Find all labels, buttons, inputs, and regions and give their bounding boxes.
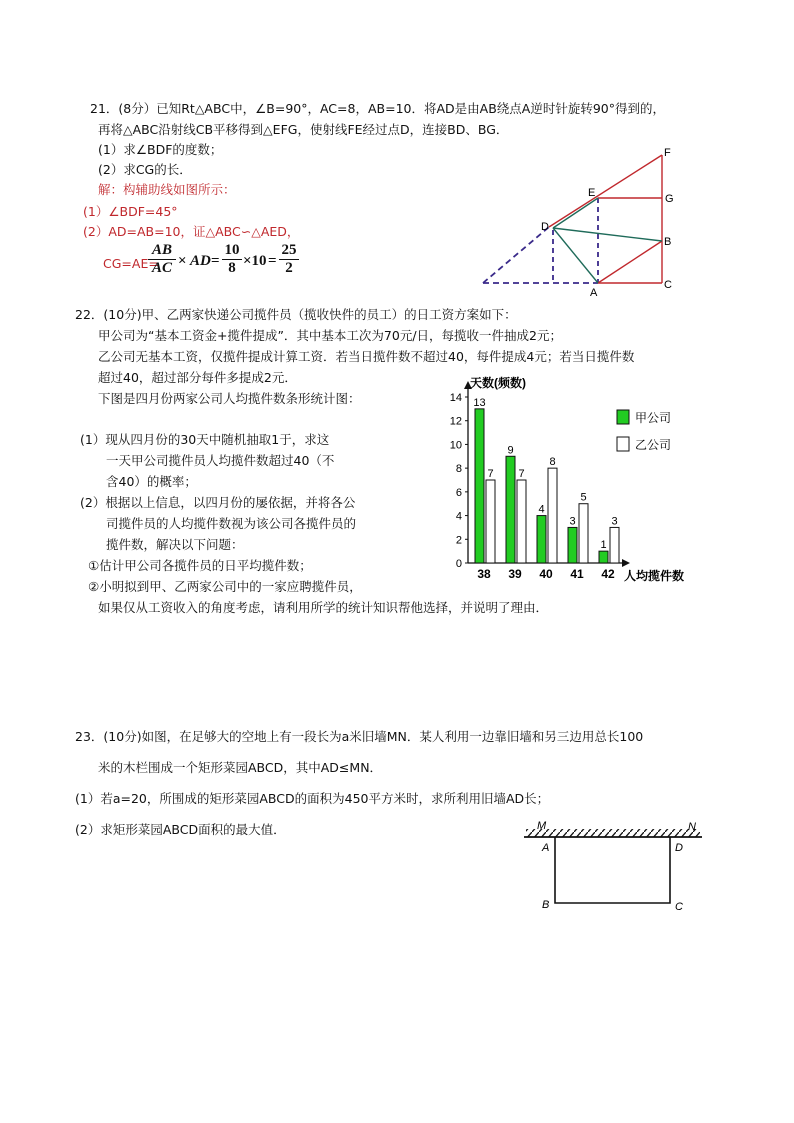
data-label-jia: 13: [473, 396, 486, 409]
bar-jia: [475, 409, 484, 563]
point-label-d: D: [541, 221, 549, 233]
q21-sub1: (1）求∠BDF的度数；: [98, 142, 223, 157]
data-label-jia: 9: [507, 444, 514, 457]
segment-db: [553, 228, 662, 241]
q22-part2-item2-cont: 如果仅从工资收入的角度考虑，请利用所学的统计知识帮他选择，并说明了理由．: [98, 600, 549, 615]
bar-yi: [486, 480, 495, 563]
legend-swatch-yi: [617, 437, 629, 451]
q21-answer1: (1）∠BDF=45°: [83, 204, 178, 219]
point-label-g: G: [665, 193, 674, 205]
point-label-e: E: [588, 187, 596, 199]
fraction-denominator: 8: [222, 259, 242, 277]
y-tick-label: 8: [455, 463, 462, 476]
fraction-numerator: AB: [151, 242, 172, 258]
point-label-n: N: [688, 821, 696, 833]
bar-jia: [506, 456, 515, 563]
q22-part1-line2: 一天甲公司揽件员人均揽件数超过40（不: [106, 453, 335, 468]
segment-de: [553, 198, 598, 228]
cg-prefix: CG=AE=: [103, 256, 159, 271]
data-label-jia: 1: [600, 539, 607, 552]
x-tick-label: 40: [539, 567, 553, 581]
bar-jia: [537, 516, 546, 563]
point-label-a: A: [590, 287, 598, 299]
point-label-b: B: [542, 899, 550, 911]
x-tick-label: 39: [508, 567, 522, 581]
q22-part2-item2: ②小明拟到甲、乙两家公司中的一家应聘揽件员，: [88, 579, 362, 594]
chart-legend: [617, 410, 671, 452]
point-label-b: B: [664, 236, 672, 248]
point-label-m: M: [537, 820, 547, 832]
bar-yi: [579, 504, 588, 563]
q22-line2: 甲公司为“基本工资金+揽件提成”．其中基本工次为70元/日，每揽收一件抽成2元；: [98, 328, 562, 343]
q23-line1: 23．(10分)如图，在足够大的空地上有一段长为a米旧墙MN．某人利用一边靠旧墙和另三边用总长100: [75, 729, 644, 744]
data-label-jia: 4: [538, 503, 545, 516]
segment-ab: [598, 241, 662, 283]
bar-yi: [517, 480, 526, 563]
y-tick-label: 4: [455, 510, 462, 523]
x-tick-label: 38: [477, 567, 491, 581]
q22-part2-line1: (2）根据以上信息，以四月份的屡依据，并将各公: [80, 495, 356, 510]
bar-chart: [440, 370, 700, 590]
fence-abcd: [555, 837, 670, 903]
q23-sub1: (1）若a=20，所围成的矩形菜园ABCD的面积为450平方米时，求所利用旧墙AD长；: [75, 791, 550, 806]
q22-line1: 22．(10分)甲、乙两家快递公司揽件员（揽收快件的员工）的日工资方案如下：: [75, 307, 517, 322]
legend-swatch-jia: [617, 410, 629, 424]
y-tick-label: 0: [455, 558, 462, 570]
dashed-line: [483, 227, 549, 283]
x-axis-arrow: [622, 559, 630, 567]
q22-part2-line2: 司揽件员的人均揽件数视为该公司各揽件员的: [106, 516, 357, 531]
bar-yi: [610, 527, 619, 563]
times-sign: ×: [178, 253, 187, 269]
legend-label-yi: 乙公司: [635, 438, 672, 452]
q22-line3: 乙公司无基本工资，仅揽件提成计算工资．若当日揽件数不超过40，每件提成4元；若当日揽件数: [98, 349, 635, 364]
x-tick-label: 42: [601, 567, 615, 581]
point-label-f: F: [664, 147, 671, 159]
equals-sign: =: [268, 253, 277, 269]
point-label-d: D: [675, 842, 683, 854]
y-tick-label: 10: [449, 439, 462, 452]
q21-geometry-figure: [470, 145, 690, 300]
fraction-denominator: 2: [279, 259, 299, 277]
q23-sub2: (2）求矩形菜园ABCD面积的最大值．: [75, 822, 286, 837]
q23-rectangle-figure: [520, 815, 710, 915]
fraction-numerator: 25: [281, 242, 297, 258]
data-label-jia: 3: [569, 515, 576, 528]
point-label-c: C: [664, 279, 672, 291]
fraction-10-8: [222, 242, 242, 277]
legend-label-jia: 甲公司: [635, 411, 672, 425]
q22-part2-line3: 揽件数，解决以下问题：: [106, 537, 244, 552]
equals-sign: =: [211, 253, 220, 269]
times-ten: ×10: [243, 253, 267, 269]
y-tick-label: 2: [455, 534, 462, 547]
q22-line4: 超过40，超过部分每件多提成2元．: [98, 370, 297, 385]
y-tick-label: 12: [449, 415, 462, 428]
y-tick-label: 14: [449, 392, 462, 404]
data-label-yi: 8: [549, 456, 556, 469]
fraction-denominator: AC: [148, 259, 176, 277]
fraction-numerator: 10: [224, 242, 240, 258]
q22-part1-line3: 含40）的概率；: [106, 474, 197, 489]
q23-line2: 米的木栏围成一个矩形菜园ABCD，其中AD≤MN．: [98, 760, 383, 775]
q21-answer2: (2）AD=AB=10，证△ABC∽△AED，: [83, 224, 300, 239]
fraction-ab-ac: [148, 242, 176, 277]
x-tick-label: 41: [570, 567, 584, 581]
data-label-yi: 5: [580, 491, 587, 504]
q21-sub2: (2）求CG的长．: [98, 162, 192, 177]
y-axis-label: 天数(频数): [470, 376, 526, 390]
q22-line5: 下图是四月份两家公司人均揽件数条形统计图：: [98, 391, 361, 406]
q22-part2-item1: ①估计甲公司各揽件员的日平均揽件数；: [88, 558, 312, 573]
q21-solution-title: 解：构辅助线如图所示：: [98, 182, 236, 197]
y-tick-label: 6: [455, 486, 462, 499]
q21-line2: 再将△ABC沿射线CB平移得到△EFG，使射线FE经过点D，连接BD、BG．: [98, 122, 509, 137]
point-label-a: A: [542, 842, 550, 854]
q22-part1-line1: (1）现从四月份的30天中随机抽取1于，求这: [80, 432, 330, 447]
fraction-25-2: [279, 242, 299, 277]
old-wall-hatching: [526, 829, 700, 837]
bar-jia: [568, 527, 577, 563]
ad-term: AD: [190, 253, 211, 269]
bar-yi: [548, 468, 557, 563]
q21-line1: 21．(8分）已知Rt△ABC中，∠B=90°，AC=8，AB=10．将AD是由AB绕点A逆时针旋转90°得到的，: [90, 101, 665, 116]
point-label-c: C: [675, 901, 683, 913]
x-axis-label: 人均揽件数: [624, 569, 685, 583]
bar-jia: [599, 551, 608, 563]
data-label-yi: 7: [518, 468, 525, 480]
data-label-yi: 3: [611, 515, 618, 528]
data-label-yi: 7: [487, 468, 494, 480]
segment-da: [553, 228, 598, 283]
segment-df: [549, 155, 662, 227]
